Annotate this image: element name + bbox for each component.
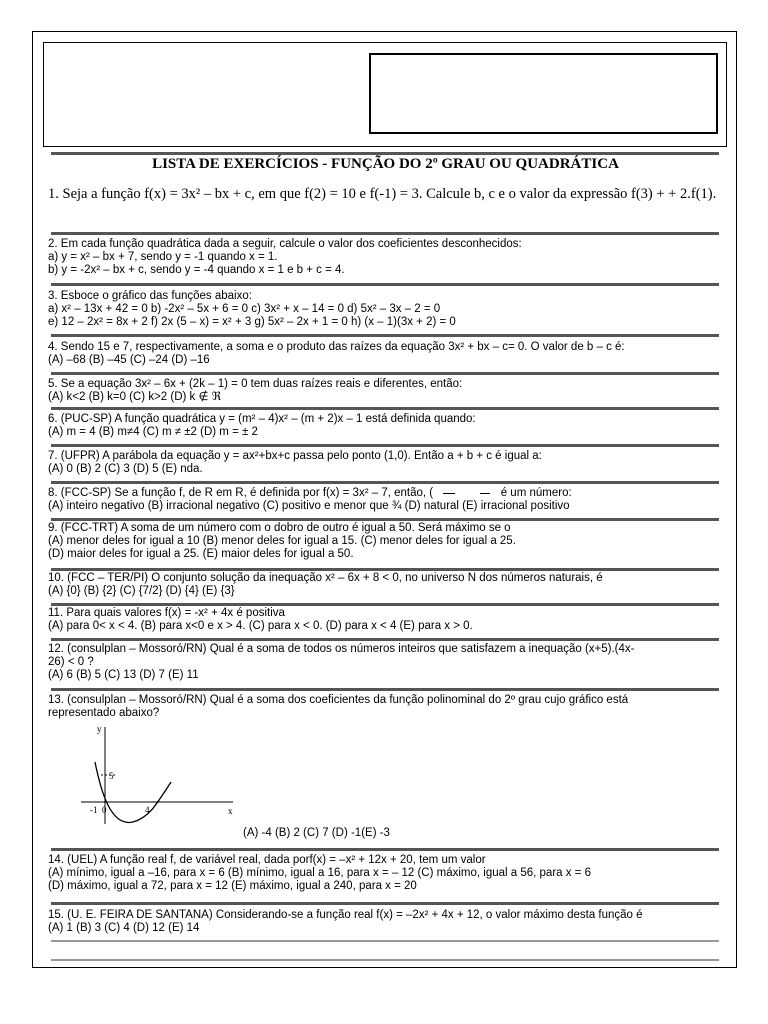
x-tick-pos-label: 4	[145, 805, 150, 815]
question-4	[48, 341, 728, 367]
divider	[51, 518, 719, 521]
question-12-options: (A) 6 (B) 5 (C) 13 (D) 7 (E) 11	[48, 669, 199, 681]
question-12-line2: 26) < 0 ?	[48, 656, 94, 668]
question-2-b: b) y = -2x² – bx + c, sendo y = -4 quando x = 1 e b + c = 4.	[48, 264, 345, 276]
divider	[51, 334, 719, 337]
question-8-stem-start: 8. (FCC-SP) Se a função f, de R em R, é definida por f(x) = 3x² – 7, então, (	[48, 487, 434, 499]
question-4-options: (A) –68 (B) –45 (C) –24 (D) –16	[48, 354, 210, 366]
header-inner-box	[369, 53, 718, 134]
header-box	[43, 42, 727, 147]
question-14-stem: 14. (UEL) A função real f, de variável real, dada porf(x) = –x² + 12x + 20, tem um valor	[48, 854, 486, 866]
divider	[51, 372, 719, 375]
divider	[51, 902, 719, 905]
question-15-stem: 15. (U. E. FEIRA DE SANTANA) Considerando-se a função real f(x) = –2x² + 4x + 12, o valor máximo desta função é	[48, 909, 643, 921]
question-2-stem: 2. Em cada função quadrática dada a seguir, calcule o valor dos coeficientes desconhecidos:	[48, 238, 522, 250]
question-9-line2: (D) maior deles for igual a 25. (E) maior deles for igual a 50.	[48, 548, 354, 560]
question-14-line1: (A) mínimo, igual a –16, para x = 6 (B) mínimo, igual a 16, para x = – 12 (C) máximo, igual a 56, para x = 6	[48, 867, 591, 879]
title-top-rule	[51, 152, 719, 155]
divider	[51, 688, 719, 691]
worksheet-page	[32, 31, 737, 968]
question-2	[48, 238, 728, 277]
question-13-options: (A) -4 (B) 2 (C) 7 (D) -1(E) -3	[243, 827, 390, 839]
question-5	[48, 378, 728, 404]
question-13-options-block	[243, 827, 543, 840]
question-8-options: (A) inteiro negativo (B) irracional negativo (C) positivo e menor que ¾ (D) natural (E) irracional positivo	[48, 500, 570, 512]
question-1-text: 1. Seja a função f(x) = 3x² – bx + c, em que f(2) = 10 e f(-1) = 3. Calcule b, c e o valor da expressão f(3) + + 2.f(1).	[48, 186, 717, 202]
question-12-line1: 12. (consulplan – Mossoró/RN) Qual é a soma de todos os números inteiros que satisfazem a inequação (x+5).(4x-	[48, 643, 635, 655]
question-7	[48, 450, 728, 476]
question-15	[48, 909, 728, 935]
question-9-line1: (A) menor deles for igual a 10 (B) menor deles for igual a 15. (C) menor deles for igual a 25.	[48, 535, 516, 547]
y-axis-label: y	[97, 724, 102, 734]
question-9	[48, 522, 728, 561]
question-3	[48, 290, 728, 329]
divider	[51, 568, 719, 571]
question-6-options: (A) m = 4 (B) m≠4 (C) m ≠ ±2 (D) m = ± 2	[48, 426, 258, 438]
divider	[51, 407, 719, 410]
question-14-line2: (D) máximo, igual a 72, para x = 12 (E) máximo, igual a 240, para x = 20	[48, 880, 417, 892]
x-tick-neg-label: -1	[90, 805, 98, 815]
question-13	[48, 694, 728, 720]
divider	[51, 283, 719, 286]
question-9-stem: 9. (FCC-TRT) A soma de um número com o dobro de outro é igual a 50. Será máximo se o	[48, 522, 511, 534]
question-12	[48, 643, 728, 682]
question-3-line1: a) x² – 13x + 42 = 0 b) -2x² – 5x + 6 = 0 c) 3x² + x – 14 = 0 d) 5x² – 3x – 2 = 0	[48, 303, 441, 315]
parabola-graph	[73, 722, 243, 832]
question-7-stem: 7. (UFPR) A parábola da equação y = ax²+bx+c passa pelo ponto (1,0). Então a + b + c é igual a:	[48, 450, 542, 462]
question-11-options: (A) para 0< x < 4. (B) para x<0 e x > 4. (C) para x < 0. (D) para x < 4 (E) para x > 0.	[48, 620, 473, 632]
divider	[51, 638, 719, 641]
question-6	[48, 413, 728, 439]
question-15-options: (A) 1 (B) 3 (C) 4 (D) 12 (E) 14	[48, 922, 200, 934]
question-4-stem: 4. Sendo 15 e 7, respectivamente, a soma e o produto das raízes da equação 3x² + bx – c= 0. O valor de b – c é:	[48, 341, 625, 353]
question-14	[48, 854, 728, 893]
question-2-a: a) y = x² – bx + 7, sendo y = -1 quando x = 1.	[48, 251, 278, 263]
question-10	[48, 572, 728, 598]
divider	[51, 959, 719, 961]
question-1	[48, 186, 728, 203]
question-10-options: (A) {0} (B) {2} (C) {7/2} (D) {4} (E) {3}	[48, 585, 235, 597]
question-11	[48, 607, 728, 633]
question-3-stem: 3. Esboce o gráfico das funções abaixo:	[48, 290, 252, 302]
question-11-stem: 11. Para quais valores f(x) = -x² + 4x é positiva	[48, 607, 285, 619]
y-tick-label: 5	[109, 771, 114, 781]
question-13-line1: 13. (consulplan – Mossoró/RN) Qual é a soma dos coeficientes da função polinominal do 2º grau cujo gráfico está	[48, 694, 629, 706]
question-5-stem: 5. Se a equação 3x² – 6x + (2k – 1) = 0 tem duas raízes reais e diferentes, então:	[48, 378, 463, 390]
question-8-stem-end: é um número:	[500, 487, 572, 499]
question-7-options: (A) 0 (B) 2 (C) 3 (D) 5 (E) nda.	[48, 463, 203, 475]
divider	[51, 232, 719, 235]
question-8-stem-line	[48, 487, 728, 500]
page-title: LISTA DE EXERCÍCIOS - FUNÇÃO DO 2º GRAU OU QUADRÁTICA	[152, 156, 619, 172]
question-5-options: (A) k<2 (B) k=0 (C) k>2 (D) k ∉ ℜ	[48, 391, 222, 403]
question-10-stem: 10. (FCC – TER/PI) O conjunto solução da inequação x² – 6x + 8 < 0, no universo N dos números naturais, é	[48, 572, 603, 584]
question-8	[48, 487, 728, 513]
divider	[51, 848, 719, 851]
divider	[51, 940, 719, 942]
origin-label: 0	[102, 805, 107, 815]
question-3-line2: e) 12 – 2x² = 8x + 2 f) 2x (5 – x) = x² + 3 g) 5x² – 2x + 1 = 0 h) (x – 1)(3x + 2) = 0	[48, 316, 456, 328]
divider	[51, 481, 719, 484]
question-13-line2: representado abaixo?	[48, 707, 160, 719]
divider	[51, 603, 719, 606]
question-6-stem: 6. (PUC-SP) A função quadrática y = (m² – 4)x² – (m + 2)x – 1 está definida quando:	[48, 413, 476, 425]
x-axis-label: x	[228, 806, 233, 816]
divider	[51, 444, 719, 447]
